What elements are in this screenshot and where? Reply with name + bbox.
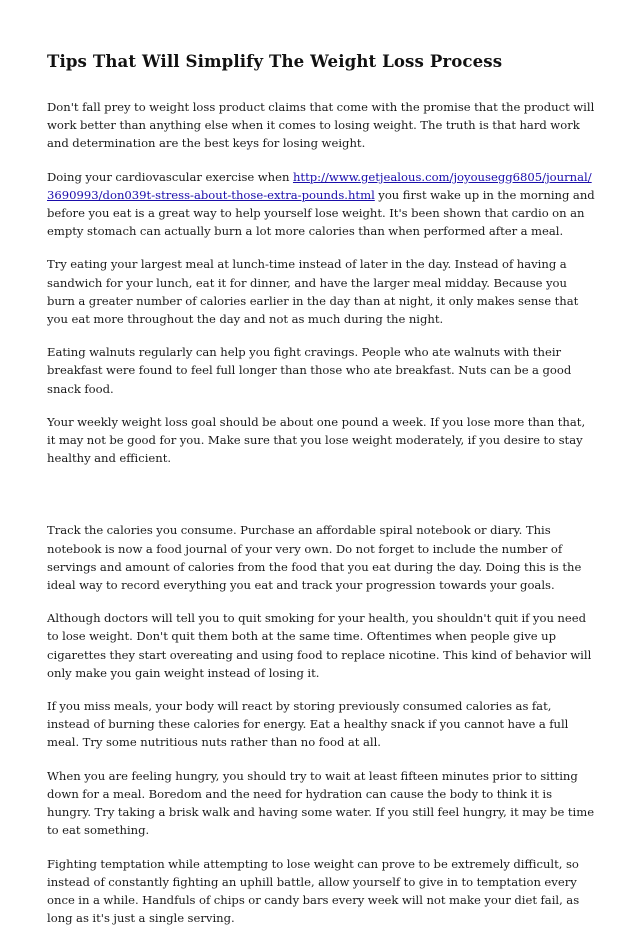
paragraph-smoking: Although doctors will tell you to quit smoking for your health, you shouldn't quit if you need to lose weight. Don't quit them both at the same time. Oftentimes when people give up cigarettes they start overeating and using food to replace nicotine. This kind of behavior will only make you gain weight instead of losing it. <box>47 611 592 680</box>
document-page <box>47 50 595 942</box>
paragraph-missed-meals: If you miss meals, your body will react by storing previously consumed calories as fat, instead of burning these calories for energy. Eat a healthy snack if you cannot have a full meal. Try some nutritious nuts rather than no food at all. <box>47 699 569 750</box>
paragraph-cardio-rest: you first wake up in the morning and before you eat is a great way to help yourself lose weight. It's been shown that cardio on an empty stomach can actually burn a lot more calories than when performed after a meal. <box>47 187 595 239</box>
paragraph-intro: Don't fall prey to weight loss product claims that come with the promise that the product will work better than anything else when it comes to losing weight. The truth is that hard work and determination are the best keys for losing weight. <box>47 100 595 151</box>
paragraph-hunger: When you are feeling hungry, you should try to wait at least fifteen minutes prior to sitting down for a meal. Boredom and the need for hydration can cause the body to think it is hungry. Try taking a brisk walk and having some water. If you still feel hungry, it may be time to eat something. <box>47 768 595 838</box>
paragraph-calories: Track the calories you consume. Purchase an affordable spiral notebook or diary. This notebook is now a food journal of your very own. Do not forget to include the number of servings and amount of calories from the food that you eat during the day. Doing this is the ideal way to record everything you eat and track your progression towards your goals. <box>47 523 582 593</box>
paragraph-temptation: Fighting temptation while attempting to lose weight can prove to be extremely difficult, so instead of constantly fighting an uphill battle, allow yourself to give in to temptation every once in a while. Handfuls of chips or candy bars every week will not make your diet fail, as long as it's just a single serving. <box>47 856 580 926</box>
paragraph-cardio-lead: Doing your cardiovascular exercise when <box>47 169 293 184</box>
article-link[interactable]: http://www.getjealous.com/joyousegg6805/journal/3690993/don039t-stress-about-those-extra-pounds.html <box>47 169 592 202</box>
paragraph-weekly-goal: Your weekly weight loss goal should be about one pound a week. If you lose more than that, it may not be good for you. Make sure that you lose weight moderately, if you desire to stay healthy and efficient. <box>47 414 586 466</box>
paragraph-cardio <box>47 168 595 241</box>
paragraph-lunch: Try eating your largest meal at lunch-time instead of later in the day. Instead of having a sandwich for your lunch, eat it for dinner, and have the larger meal midday. Because you burn a greater number of calories earlier in the day than at night, it only makes sense that you eat more throughout the day and not as much during the night. <box>47 257 579 327</box>
paragraph-walnuts: Eating walnuts regularly can help you fight cravings. People who ate walnuts with their breakfast were found to feel full longer than those who ate breakfast. Nuts can be a good snack food. <box>47 345 572 396</box>
document-title: Tips That Will Simplify The Weight Loss Process <box>47 51 503 71</box>
